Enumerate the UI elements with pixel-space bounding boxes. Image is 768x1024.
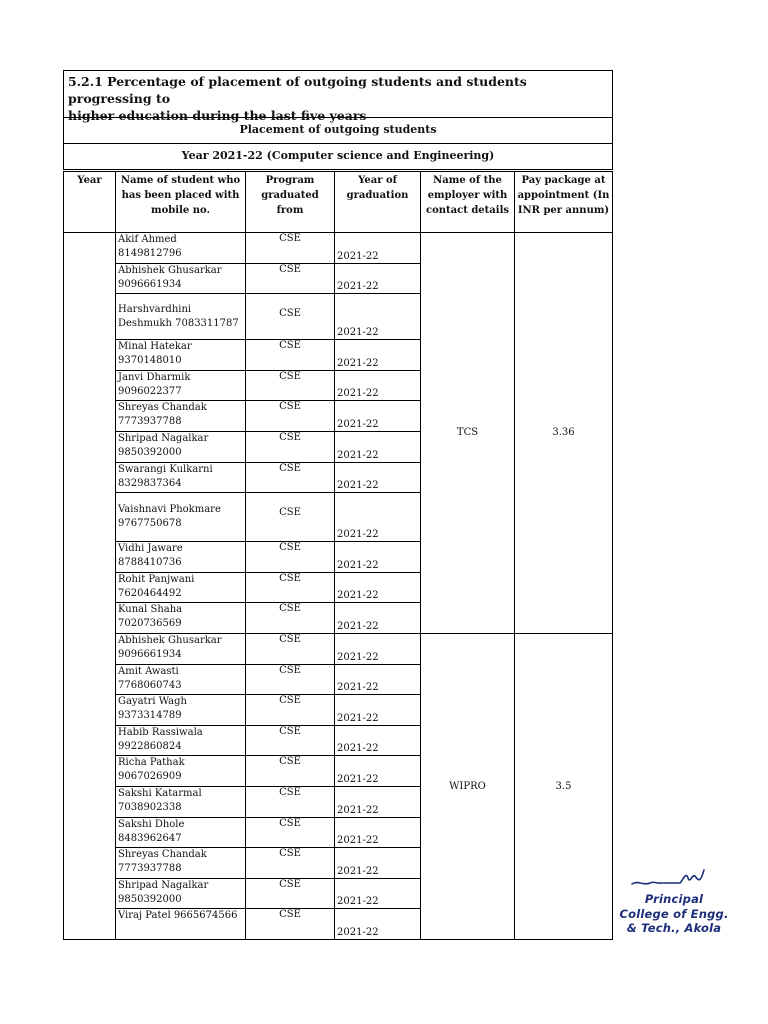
student-name-cell	[116, 786, 246, 817]
program-cell: CSE	[246, 340, 335, 371]
student-name: Amit Awasti	[118, 665, 179, 677]
student-name: Janvi Dharmik	[118, 371, 191, 383]
student-mobile: 7768060743	[118, 679, 182, 691]
student-name-cell	[116, 542, 246, 573]
student-mobile: 9096661934	[118, 278, 182, 290]
student-mobile: 9850392000	[118, 446, 182, 458]
student-mobile: 8149812796	[118, 248, 182, 259]
student-mobile: 8788410736	[118, 557, 182, 569]
section-title-line-1: 5.2.1 Percentage of placement of outgoing students and students progressing to	[68, 74, 527, 106]
student-name-cell	[116, 401, 246, 432]
program-cell: CSE	[246, 909, 335, 940]
student-name-cell	[116, 294, 246, 340]
header-program: Program graduated from	[246, 172, 335, 233]
program-cell: CSE	[246, 370, 335, 401]
student-mobile: 9067026909	[118, 771, 182, 783]
table-row	[64, 233, 613, 264]
student-name-cell	[116, 603, 246, 634]
student-name: Abhishek Ghusarkar	[118, 264, 222, 276]
student-mobile: 9096022377	[118, 385, 182, 397]
graduation-year-cell: 2021-22	[335, 909, 421, 940]
student-name: Harshvardhini	[118, 303, 192, 315]
student-name-cell	[116, 909, 246, 940]
student-mobile: 9922860824	[118, 740, 182, 752]
header-year: Year	[64, 172, 116, 233]
student-name: Vaishnavi Phokmare	[118, 504, 221, 516]
student-mobile: 9370148010	[118, 355, 182, 367]
program-cell: CSE	[246, 493, 335, 542]
table-header-row	[64, 172, 613, 233]
program-cell: CSE	[246, 542, 335, 573]
table-body	[64, 233, 613, 940]
placement-heading: Placement of outgoing students	[64, 118, 612, 144]
graduation-year-cell: 2021-22	[335, 817, 421, 848]
student-mobile: 7038902338	[118, 801, 182, 813]
section-title-line-2: higher education during the last five years	[68, 108, 367, 123]
graduation-year-cell: 2021-22	[335, 493, 421, 542]
student-name-cell	[116, 725, 246, 756]
student-name-cell	[116, 431, 246, 462]
graduation-year-cell: 2021-22	[335, 695, 421, 726]
student-mobile: 7020736569	[118, 618, 182, 630]
graduation-year-cell: 2021-22	[335, 848, 421, 879]
student-mobile: 9767750678	[118, 518, 182, 530]
header-pay-package: Pay package at appointment (In INR per annum)	[515, 172, 613, 233]
graduation-year-cell: 2021-22	[335, 263, 421, 294]
student-mobile: 9850392000	[118, 893, 182, 905]
student-mobile: 7773937788	[118, 416, 182, 428]
stamp-line-3: & Tech., Akola	[626, 921, 722, 935]
program-cell: CSE	[246, 633, 335, 664]
program-cell: CSE	[246, 664, 335, 695]
header-graduation-year: Year of graduation	[335, 172, 421, 233]
program-cell: CSE	[246, 233, 335, 264]
student-name-cell	[116, 848, 246, 879]
program-cell: CSE	[246, 294, 335, 340]
student-name-cell	[116, 493, 246, 542]
graduation-year-cell: 2021-22	[335, 725, 421, 756]
student-name-cell	[116, 233, 246, 264]
student-name-cell	[116, 664, 246, 695]
student-name: Richa Pathak	[118, 757, 185, 769]
student-mobile: 9373314789	[118, 710, 182, 722]
graduation-year-cell: 2021-22	[335, 370, 421, 401]
student-name-cell	[116, 263, 246, 294]
graduation-year-cell: 2021-22	[335, 294, 421, 340]
student-mobile: 7773937788	[118, 863, 182, 875]
program-cell: CSE	[246, 756, 335, 787]
student-mobile: Deshmukh 7083311787	[118, 317, 239, 329]
graduation-year-cell: 2021-22	[335, 542, 421, 573]
student-mobile: 7620464492	[118, 587, 182, 599]
header-employer: Name of the employer with contact details	[421, 172, 515, 233]
program-cell: CSE	[246, 878, 335, 909]
program-cell: CSE	[246, 263, 335, 294]
student-name: Shreyas Chandak	[118, 402, 207, 414]
student-name-cell	[116, 756, 246, 787]
student-name: Shripad Nagalkar	[118, 879, 209, 891]
program-cell: CSE	[246, 786, 335, 817]
graduation-year-cell: 2021-22	[335, 756, 421, 787]
year-heading: Year 2021-22 (Computer science and Engineering)	[64, 144, 612, 170]
program-cell: CSE	[246, 572, 335, 603]
document-header-block	[63, 70, 613, 170]
student-name: Sakshi Dhole	[118, 818, 185, 830]
program-cell: CSE	[246, 431, 335, 462]
student-name-cell	[116, 817, 246, 848]
student-name: Rohit Panjwani	[118, 573, 195, 585]
student-name: Gayatri Wagh	[118, 696, 187, 708]
student-name-cell	[116, 633, 246, 664]
graduation-year-cell: 2021-22	[335, 603, 421, 634]
student-name: Habib Rassiwala	[118, 726, 203, 738]
graduation-year-cell: 2021-22	[335, 462, 421, 493]
stamp-line-2: College of Engg.	[619, 907, 729, 921]
student-name: Sakshi Katarmal	[118, 787, 202, 799]
student-name: Swarangi Kulkarni	[118, 463, 213, 475]
student-name: Shreyas Chandak	[118, 849, 207, 861]
graduation-year-cell: 2021-22	[335, 401, 421, 432]
graduation-year-cell: 2021-22	[335, 664, 421, 695]
employer-cell: TCS	[421, 233, 515, 634]
employer-cell: WIPRO	[421, 633, 515, 939]
table-row	[64, 633, 613, 664]
student-name-cell	[116, 878, 246, 909]
program-cell: CSE	[246, 462, 335, 493]
student-mobile: 8483962647	[118, 832, 182, 844]
graduation-year-cell: 2021-22	[335, 340, 421, 371]
program-cell: CSE	[246, 401, 335, 432]
student-name: Abhishek Ghusarkar	[118, 634, 222, 646]
student-name: Shripad Nagalkar	[118, 432, 209, 444]
program-cell: CSE	[246, 848, 335, 879]
student-name: Viraj Patel 9665674566	[118, 910, 238, 922]
pay-package-cell: 3.5	[515, 633, 613, 939]
principal-stamp	[614, 866, 734, 940]
graduation-year-cell: 2021-22	[335, 431, 421, 462]
pay-package-cell: 3.36	[515, 233, 613, 634]
student-name: Akif Ahmed	[118, 234, 177, 245]
year-cell	[64, 233, 116, 940]
student-name-cell	[116, 370, 246, 401]
student-name-cell	[116, 572, 246, 603]
section-title	[64, 70, 612, 123]
stamp-line-1: Principal	[644, 892, 704, 906]
student-name: Kunal Shaha	[118, 604, 183, 616]
student-name-cell	[116, 340, 246, 371]
placement-table	[63, 171, 613, 940]
student-mobile: 9096661934	[118, 648, 182, 660]
graduation-year-cell: 2021-22	[335, 633, 421, 664]
signature-mark	[628, 866, 708, 892]
header-student-name: Name of student who has been placed with mobile no.	[116, 172, 246, 233]
student-name-cell	[116, 462, 246, 493]
graduation-year-cell: 2021-22	[335, 572, 421, 603]
program-cell: CSE	[246, 817, 335, 848]
program-cell: CSE	[246, 695, 335, 726]
program-cell: CSE	[246, 603, 335, 634]
graduation-year-cell: 2021-22	[335, 233, 421, 264]
student-name-cell	[116, 695, 246, 726]
student-name: Vidhi Jaware	[118, 543, 183, 555]
graduation-year-cell: 2021-22	[335, 786, 421, 817]
program-cell: CSE	[246, 725, 335, 756]
student-name: Minal Hatekar	[118, 341, 192, 353]
graduation-year-cell: 2021-22	[335, 878, 421, 909]
student-mobile: 8329837364	[118, 477, 182, 489]
